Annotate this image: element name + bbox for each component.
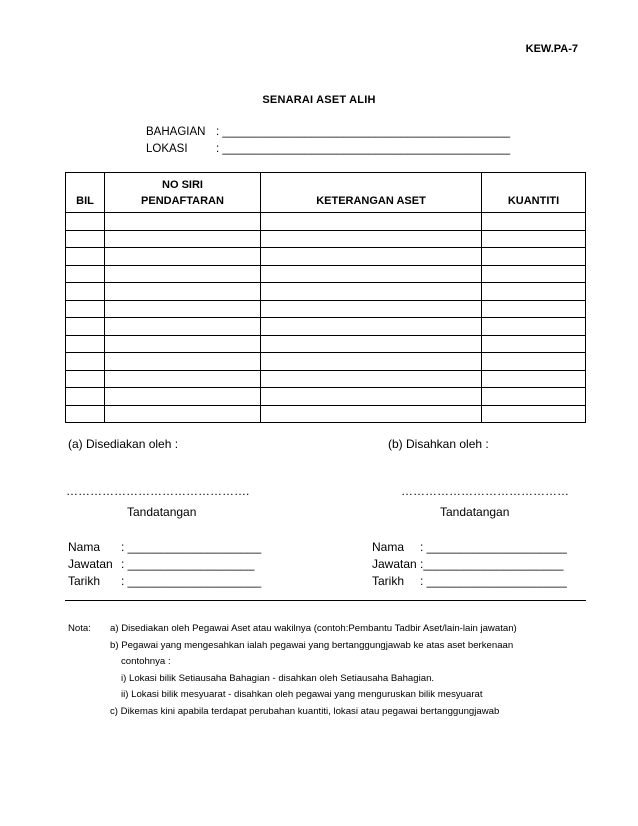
- no-siri-cell[interactable]: [105, 265, 261, 283]
- table-row: [66, 283, 586, 301]
- no-siri-cell[interactable]: [105, 370, 261, 388]
- prepared-signature-line[interactable]: ……………………………………….: [66, 484, 250, 498]
- no-siri-cell[interactable]: [105, 335, 261, 353]
- lokasi-label: LOKASI: [146, 143, 188, 155]
- prepared-tarikh-label: Tarikh: [68, 574, 101, 588]
- keterangan-cell[interactable]: [261, 213, 482, 231]
- bahagian-field[interactable]: [146, 126, 510, 138]
- table-row: [66, 388, 586, 406]
- table-row: [66, 405, 586, 423]
- keterangan-cell[interactable]: [261, 370, 482, 388]
- note-b-i: i) Lokasi bilik Setiausaha Bahagian - disahkan oleh Setiausaha Bahagian.: [121, 673, 435, 684]
- prepared-nama-field[interactable]: : ____________________: [121, 540, 262, 554]
- kuantiti-cell[interactable]: [482, 230, 586, 248]
- table-header-row: [66, 173, 586, 213]
- kuantiti-cell[interactable]: [482, 353, 586, 371]
- keterangan-cell[interactable]: [261, 335, 482, 353]
- col-bil: BIL: [66, 173, 105, 213]
- kuantiti-cell[interactable]: [482, 248, 586, 266]
- kuantiti-cell[interactable]: [482, 318, 586, 336]
- lokasi-field[interactable]: [146, 143, 510, 155]
- prepared-by-heading: (a) Disediakan oleh :: [68, 437, 179, 451]
- col-kuantiti: KUANTITI: [482, 173, 586, 213]
- no-siri-cell[interactable]: [105, 405, 261, 423]
- table-row: [66, 353, 586, 371]
- keterangan-cell[interactable]: [261, 300, 482, 318]
- approved-tarikh-label: Tarikh: [372, 574, 405, 588]
- keterangan-cell[interactable]: [261, 318, 482, 336]
- approved-signature-label: Tandatangan: [440, 505, 510, 519]
- bil-cell[interactable]: [66, 405, 105, 423]
- approved-jawatan-label: Jawatan: [372, 557, 417, 571]
- bil-cell[interactable]: [66, 283, 105, 301]
- approved-nama-label: Nama: [372, 540, 405, 554]
- section-divider: [65, 600, 586, 601]
- note-b: b) Pegawai yang mengesahkan ialah pegawai yang bertanggungjawab ke atas aset berkenaan: [110, 640, 514, 651]
- table-row: [66, 335, 586, 353]
- bahagian-value: : _____________________________________________: [216, 126, 511, 138]
- bil-cell[interactable]: [66, 230, 105, 248]
- approved-nama-field[interactable]: : _____________________: [420, 540, 567, 554]
- kuantiti-cell[interactable]: [482, 388, 586, 406]
- kuantiti-cell[interactable]: [482, 370, 586, 388]
- kuantiti-cell[interactable]: [482, 213, 586, 231]
- table-row: [66, 265, 586, 283]
- col-no-siri-line1: NO SIRI: [162, 178, 203, 191]
- kuantiti-cell[interactable]: [482, 335, 586, 353]
- bil-cell[interactable]: [66, 300, 105, 318]
- bil-cell[interactable]: [66, 318, 105, 336]
- bil-cell[interactable]: [66, 353, 105, 371]
- keterangan-cell[interactable]: [261, 265, 482, 283]
- col-no-siri-line2: PENDAFTARAN: [141, 194, 224, 207]
- table-row: [66, 213, 586, 231]
- note-b-contoh: contohnya :: [121, 656, 171, 667]
- page-title: SENARAI ASET ALIH: [262, 94, 376, 106]
- note-a: a) Disediakan oleh Pegawai Aset atau wakilnya (contoh:Pembantu Tadbir Aset/lain-lain jawatan): [110, 623, 517, 634]
- table-row: [66, 318, 586, 336]
- bahagian-label: BAHAGIAN: [146, 126, 206, 138]
- approved-tarikh-field[interactable]: : _____________________: [420, 574, 567, 588]
- bil-cell[interactable]: [66, 213, 105, 231]
- no-siri-cell[interactable]: [105, 248, 261, 266]
- bil-cell[interactable]: [66, 265, 105, 283]
- form-code: KEW.PA-7: [525, 43, 578, 55]
- keterangan-cell[interactable]: [261, 353, 482, 371]
- keterangan-cell[interactable]: [261, 248, 482, 266]
- table-row: [66, 300, 586, 318]
- prepared-jawatan-label: Jawatan: [68, 557, 113, 571]
- lokasi-value: : _____________________________________________: [216, 143, 511, 155]
- no-siri-cell[interactable]: [105, 300, 261, 318]
- no-siri-cell[interactable]: [105, 388, 261, 406]
- approved-by-heading: (b) Disahkan oleh :: [388, 437, 489, 451]
- keterangan-cell[interactable]: [261, 283, 482, 301]
- no-siri-cell[interactable]: [105, 230, 261, 248]
- bil-cell[interactable]: [66, 248, 105, 266]
- no-siri-cell[interactable]: [105, 318, 261, 336]
- keterangan-cell[interactable]: [261, 230, 482, 248]
- col-keterangan: KETERANGAN ASET: [261, 173, 482, 213]
- col-no-siri: [105, 173, 261, 213]
- prepared-signature-label: Tandatangan: [127, 505, 197, 519]
- asset-table-body: [66, 213, 586, 423]
- table-row: [66, 370, 586, 388]
- asset-table: [65, 172, 586, 423]
- kuantiti-cell[interactable]: [482, 405, 586, 423]
- approved-jawatan-field[interactable]: :_____________________: [420, 557, 564, 571]
- note-b-ii: ii) Lokasi bilik mesyuarat - disahkan oleh pegawai yang menguruskan bilik mesyuarat: [121, 689, 483, 700]
- no-siri-cell[interactable]: [105, 213, 261, 231]
- prepared-nama-label: Nama: [68, 540, 101, 554]
- kuantiti-cell[interactable]: [482, 283, 586, 301]
- no-siri-cell[interactable]: [105, 353, 261, 371]
- bil-cell[interactable]: [66, 370, 105, 388]
- bil-cell[interactable]: [66, 388, 105, 406]
- bil-cell[interactable]: [66, 335, 105, 353]
- approved-signature-line[interactable]: ……………………………………: [401, 484, 569, 498]
- kuantiti-cell[interactable]: [482, 300, 586, 318]
- keterangan-cell[interactable]: [261, 405, 482, 423]
- note-c: c) Dikemas kini apabila terdapat perubahan kuantiti, lokasi atau pegawai bertanggungjawab: [110, 706, 500, 717]
- kuantiti-cell[interactable]: [482, 265, 586, 283]
- table-row: [66, 230, 586, 248]
- table-row: [66, 248, 586, 266]
- prepared-tarikh-field[interactable]: : ____________________: [121, 574, 262, 588]
- keterangan-cell[interactable]: [261, 388, 482, 406]
- prepared-jawatan-field[interactable]: : ___________________: [121, 557, 255, 571]
- notes-label: Nota:: [68, 623, 91, 634]
- no-siri-cell[interactable]: [105, 283, 261, 301]
